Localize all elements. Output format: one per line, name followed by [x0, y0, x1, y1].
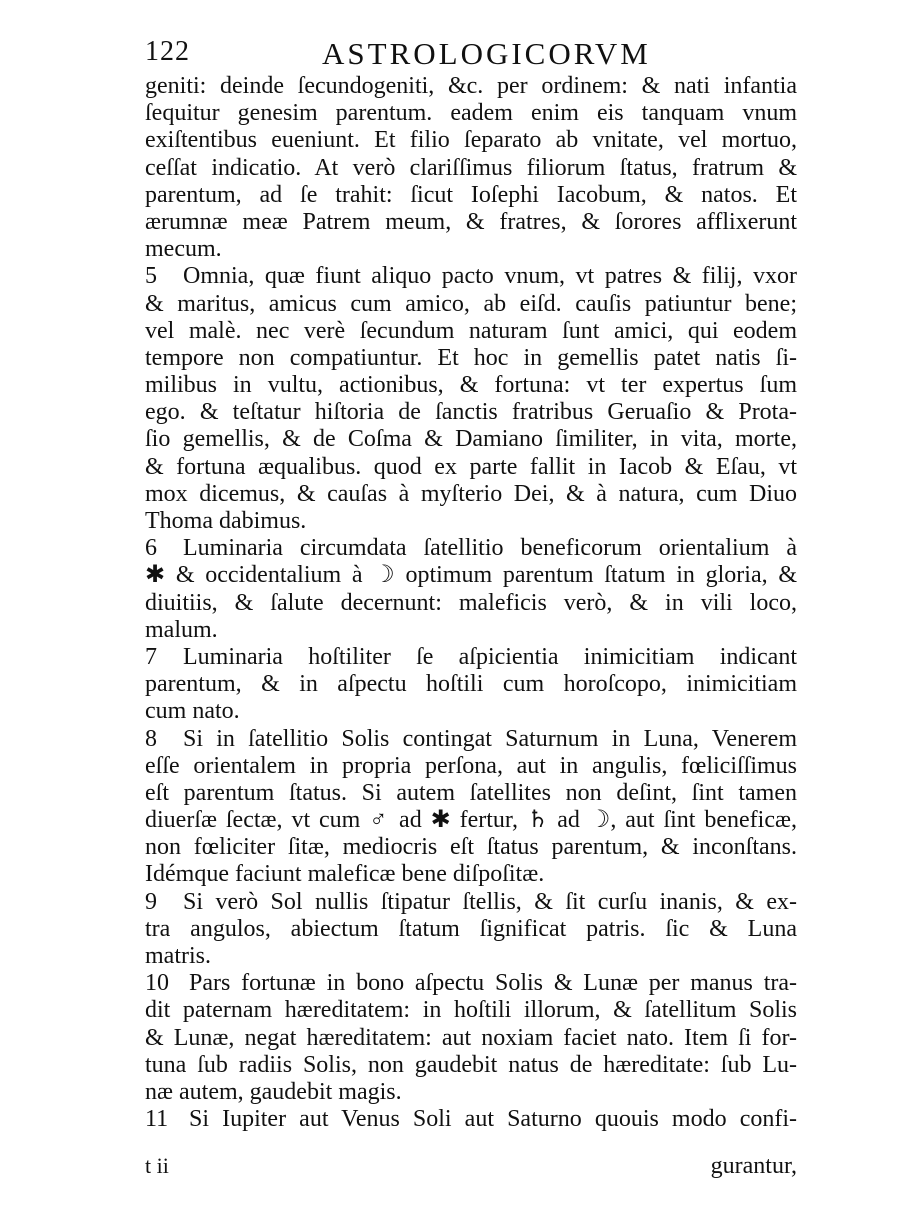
line-text: ærumnæ meæ Patrem meum, & fratres, & ſorores afflixerunt	[145, 208, 797, 235]
text-line	[145, 291, 797, 318]
text-line	[145, 834, 797, 861]
line-text: ſequitur genesim parentum. eadem enim eis tanquam vnum	[145, 100, 797, 127]
text-line	[145, 535, 797, 562]
text-line	[145, 481, 797, 508]
line-text: Luminaria circumdata ſatellitio beneficorum orientalium à	[183, 535, 797, 562]
line-text: mecum.	[145, 236, 222, 263]
paragraph	[145, 1106, 797, 1133]
text-line	[145, 345, 797, 372]
text-line	[145, 753, 797, 780]
text-line	[145, 426, 797, 453]
paragraph-number: 9	[145, 888, 157, 915]
body-text	[145, 73, 797, 1133]
line-text: ✱ & occidentalium à ☽ optimum parentum ſtatum in gloria, &	[145, 562, 797, 589]
text-line	[145, 454, 797, 481]
text-line	[145, 399, 797, 426]
text-line	[145, 1052, 797, 1079]
signature-mark: t ii	[145, 1153, 169, 1178]
line-text: mox dicemus, & cauſas à myſterio Dei, & à natura, cum Diuo	[145, 480, 797, 507]
catchword: gurantur,	[710, 1153, 797, 1179]
page-footer	[145, 1153, 797, 1183]
line-text: eſſe orientalem in propria perſona, aut in angulis, fœliciſſimus	[145, 752, 797, 779]
running-title: ASTROLOGICORVM	[322, 36, 651, 71]
line-text: Idémque faciunt maleficæ bene diſpoſitæ.	[145, 861, 545, 888]
text-line	[145, 508, 797, 535]
text-line	[145, 372, 797, 399]
text-line	[145, 562, 797, 589]
paragraph	[145, 73, 797, 263]
line-text: Pars fortunæ in bono aſpectu Solis & Lunæ per manus tra-	[189, 970, 797, 997]
line-text: ceſſat indicatio. At verò clariſſimus filiorum ſtatus, fratrum &	[145, 154, 797, 181]
text-line	[145, 644, 797, 671]
line-text: Si verò Sol nullis ſtipatur ſtellis, & ſit curſu inanis, & ex-	[183, 888, 797, 915]
line-text: parentum, ad ſe trahit: ſicut Ioſephi Iacobum, & natos. Et	[145, 181, 797, 208]
text-line	[145, 318, 797, 345]
line-text: milibus in vultu, actionibus, & fortuna: vt ter expertus ſum	[145, 372, 797, 399]
page-header	[0, 36, 900, 76]
paragraph	[145, 644, 797, 726]
line-text: parentum, & in aſpectu hoſtili cum horoſcopo, inimicitiam	[145, 671, 797, 698]
line-text: Luminaria hoſtiliter ſe aſpicientia inimicitiam indicant	[183, 643, 797, 670]
line-text: dit paternam hæreditatem: in hoſtili illorum, & ſatellitum Solis	[145, 997, 797, 1024]
paragraph-number: 5	[145, 263, 157, 290]
line-text: geniti: deinde ſecundogeniti, &c. per ordinem: & nati infantia	[145, 73, 797, 99]
line-text: exiſtentibus eueniunt. Et filio ſeparato ab vnitate, vel mortuo,	[145, 127, 797, 154]
text-line	[145, 155, 797, 182]
line-text: Si Iupiter aut Venus Soli aut Saturno quouis modo confi-	[189, 1106, 797, 1133]
line-text: næ autem, gaudebit magis.	[145, 1078, 402, 1105]
line-text: diuerſæ ſectæ, vt cum ♂ ad ✱ fertur, ♄ ad ☽, aut ſint beneficæ,	[145, 807, 797, 834]
line-text: tra angulos, abiectum ſtatum ſignificat patris. ſic & Luna	[145, 915, 797, 942]
text-line	[145, 861, 797, 888]
line-text: ſio gemellis, & de Coſma & Damiano ſimiliter, in vita, morte,	[145, 426, 797, 453]
line-text: Omnia, quæ fiunt aliquo pacto vnum, vt patres & filij, vxor	[183, 263, 797, 290]
line-text: malum.	[145, 616, 218, 643]
line-text: Thoma dabimus.	[145, 508, 307, 534]
page-number: 122	[145, 36, 190, 67]
text-line	[145, 997, 797, 1024]
text-line	[145, 127, 797, 154]
text-line	[145, 263, 797, 290]
text-line	[145, 236, 797, 263]
line-text: & fortuna æqualibus. quod ex parte fallit in Iacob & Eſau, vt	[145, 453, 797, 480]
text-line	[145, 1025, 797, 1052]
text-line	[145, 1106, 797, 1133]
text-line	[145, 970, 797, 997]
text-line	[145, 1079, 797, 1106]
text-line	[145, 590, 797, 617]
line-text: eſt parentum ſtatus. Si autem ſatellites non deſint, ſint tamen	[145, 779, 797, 806]
paragraph-number: 6	[145, 535, 157, 562]
text-line	[145, 726, 797, 753]
paragraph	[145, 970, 797, 1106]
text-line	[145, 943, 797, 970]
line-text: & Lunæ, negat hæreditatem: aut noxiam faciet nato. Item ſi for-	[145, 1024, 797, 1051]
line-text: non fœliciter ſitæ, mediocris eſt ſtatus parentum, & inconſtans.	[145, 834, 797, 861]
line-text: Si in ſatellitio Solis contingat Saturnum in Luna, Venerem	[183, 725, 797, 752]
text-line	[145, 889, 797, 916]
paragraph	[145, 263, 797, 535]
line-text: tempore non compatiuntur. Et hoc in gemellis patet natis ſi-	[145, 344, 797, 371]
text-line	[145, 916, 797, 943]
line-text: vel malè. nec verè ſecundum naturam ſunt amici, qui eodem	[145, 317, 797, 344]
paragraph	[145, 889, 797, 971]
paragraph-number: 7	[145, 643, 157, 670]
text-line	[145, 209, 797, 236]
paragraph	[145, 535, 797, 644]
text-line	[145, 617, 797, 644]
line-text: diuitiis, & ſalute decernunt: maleficis verò, & in vili loco,	[145, 589, 797, 616]
line-text: cum nato.	[145, 698, 240, 725]
line-text: tuna ſub radiis Solis, non gaudebit natus de hæreditate: ſub Lu-	[145, 1051, 797, 1078]
paragraph-number: 8	[145, 725, 157, 752]
line-text: matris.	[145, 943, 211, 969]
paragraph-number: 10	[145, 970, 169, 997]
text-line	[145, 698, 797, 725]
text-line	[145, 780, 797, 807]
paragraph-number: 11	[145, 1106, 169, 1133]
line-text: ego. & teſtatur hiſtoria de ſanctis fratribus Geruaſio & Prota-	[145, 399, 797, 426]
paragraph	[145, 726, 797, 889]
text-line	[145, 182, 797, 209]
text-line	[145, 671, 797, 698]
line-text: & maritus, amicus cum amico, ab eiſd. cauſis patiuntur bene;	[145, 290, 797, 317]
text-line	[145, 100, 797, 127]
text-line	[145, 73, 797, 100]
text-line	[145, 807, 797, 834]
